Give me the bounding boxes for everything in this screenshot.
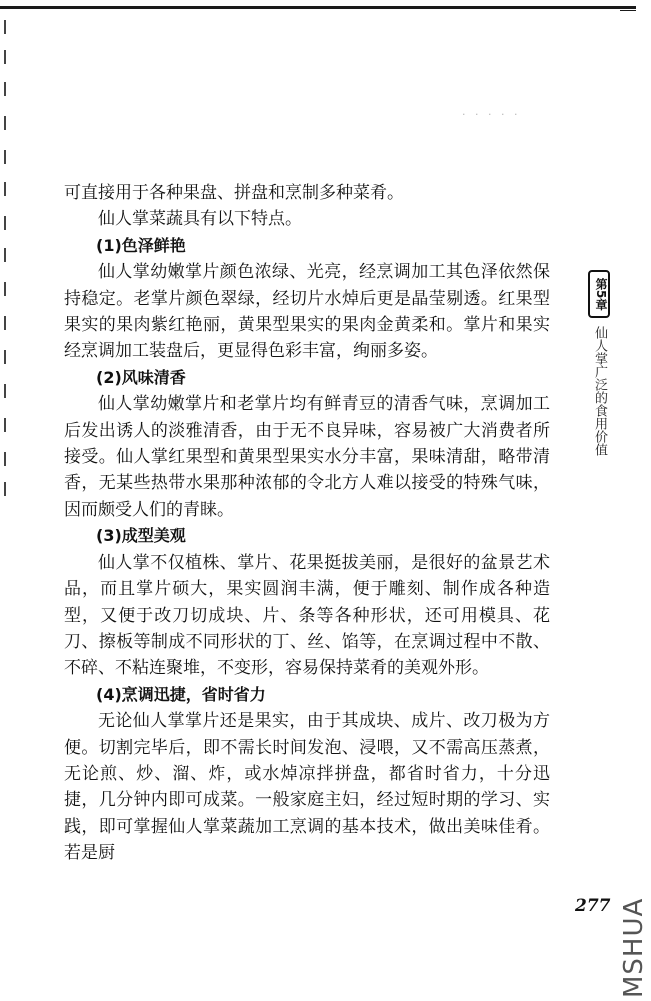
top-rule-end <box>620 10 636 11</box>
faint-running-header: · · · · · <box>462 108 521 121</box>
section-heading-shape: (3)成型美观 <box>96 526 186 546</box>
section-heading-color: (1)色泽鲜艳 <box>96 235 186 255</box>
section-heading-cooking: (4)烹调迅捷，省时省力 <box>96 684 266 704</box>
chapter-number-box: 第5章 <box>588 270 610 318</box>
paragraph-cooking: 无论仙人掌掌片还是果实，由于其成块、成片、改刀极为方便。切割完毕后，即不需长时间发泡、浸喂，又不需高压蒸煮，无论煎、炒、溜、炸，或水焯凉拌拼盘，都省时省力，十分迅捷，几分钟内即可成菜。一般家庭主妇，经过短时期的学习、实践，即可掌握仙人掌菜蔬加工烹调的基本技术，做出美味佳肴。若是厨 <box>64 711 550 864</box>
section-heading-flavor: (2)风味清香 <box>96 367 186 387</box>
watermark-text: MSHUA <box>619 897 649 998</box>
binding-marks <box>4 20 8 500</box>
chapter-side-tab <box>586 270 616 496</box>
page-number: 277 <box>575 896 611 916</box>
top-rule <box>0 6 636 9</box>
paragraph-shape: 仙人掌不仅植株、掌片、花果挺拔美丽，是很好的盆景艺术品，而且掌片硕大，果实圆润丰满，便于雕刻、制作成各种造型，又便于改刀切成块、片、条等各种形状，还可用模具、花刀、擦板等制成不同形状的丁、丝、馅等，在烹调过程中不散、不碎、不粘连聚堆，不变形，容易保持菜肴的美观外形。 <box>64 552 550 679</box>
chapter-title: 仙人掌广泛的食用价值 <box>592 326 607 456</box>
paragraph-continuation: 可直接用于各种果盘、拼盘和烹制多种菜肴。 <box>64 183 404 203</box>
paragraph-intro: 仙人掌菜蔬具有以下特点。 <box>98 209 302 230</box>
page-body <box>64 180 550 867</box>
paragraph-color: 仙人掌幼嫩掌片颜色浓绿、光亮，经烹调加工其色泽依然保持稳定。老掌片颜色翠绿，经切片水焯后更是晶莹剔透。红果型果实的果肉紫红艳丽，黄果型果实的果肉金黄柔和。掌片和果实经烹调加工装盘后，更显得色彩丰富，绚丽多姿。 <box>64 262 550 362</box>
paragraph-flavor: 仙人掌幼嫩掌片和老掌片均有鲜青豆的清香气味，烹调加工后发出诱人的淡雅清香，由于无不良异味，容易被广大消费者所接受。仙人掌红果型和黄果型果实水分丰富，果味清甜，略带清香，无某些热带水果那种浓郁的令北方人难以接受的特殊气味，因而颇受人们的青睐。 <box>64 394 550 520</box>
